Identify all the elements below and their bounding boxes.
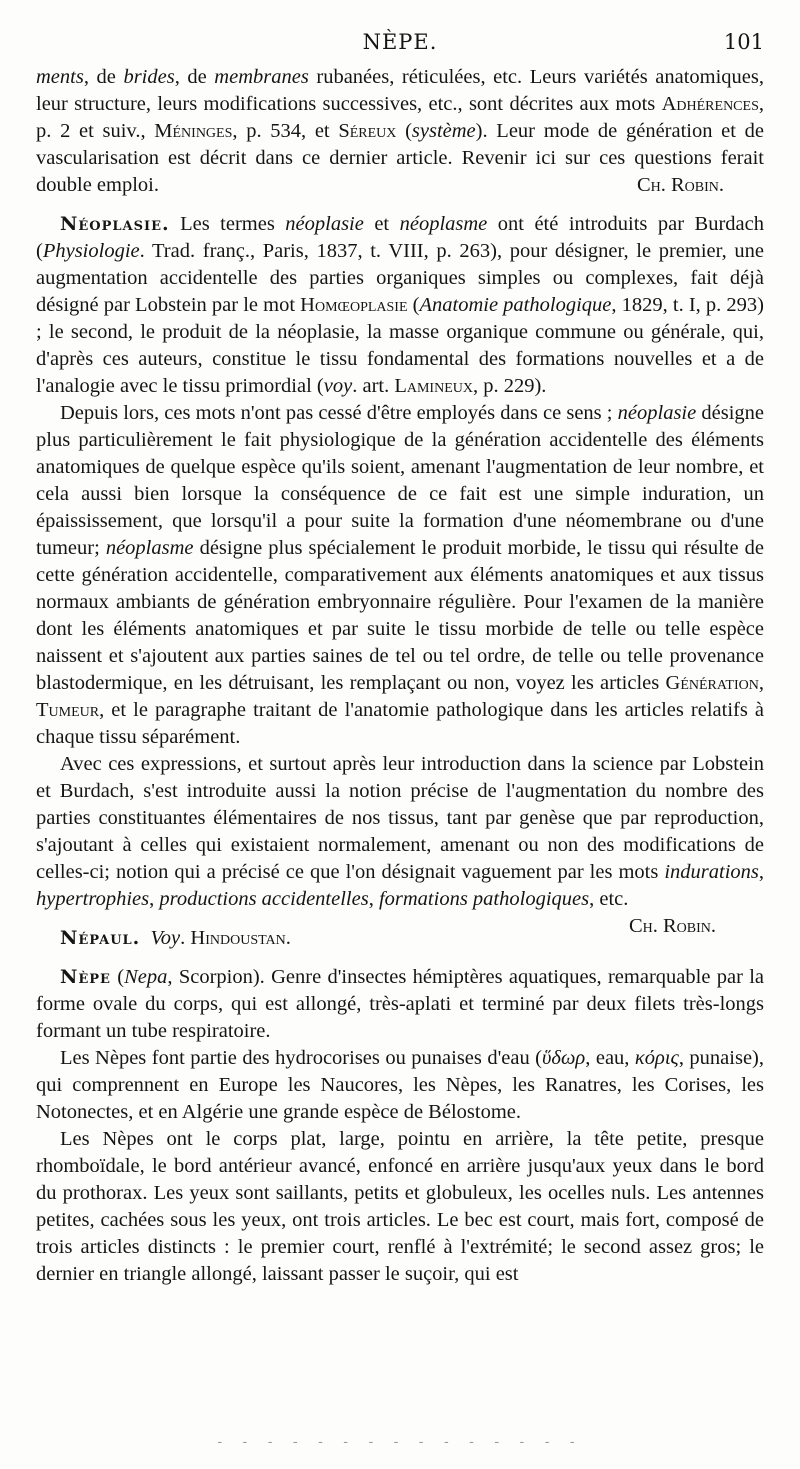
text-run: Les termes [169, 213, 286, 235]
text-run: , [758, 861, 764, 883]
italic-term: Anatomie pathologique [419, 294, 612, 316]
text-run: ( [407, 294, 420, 316]
italic-term: indurations [664, 861, 759, 883]
text-run: , eau, [585, 1047, 635, 1069]
text-run: rubanées, réticulées, etc. Leurs variétés anatomiques, leur structure, leurs modifications successives, etc., sont décrites aux mots [36, 66, 764, 115]
text-run: , [368, 888, 379, 910]
cross-reference: Séreux [338, 120, 397, 142]
text-run: Les Nèpes ont le corps plat, large, pointu en arrière, la tête petite, presque rhomboïdale, le bord antérieur avancé, enfoncé en arrière jusqu'aux yeux dans le bord du prothorax. Les yeux sont saillants, petits et globuleux, les ocelles nuls. Les antennes petites, cachées sous les yeux, ont trois articles. Le bec est court, mais fort, composé de trois articles distincts : le premier court, renflé à l'extrémité; le second assez gros; le dernier en triangle allongé, laissant passer le suçoir, qui est [36, 1128, 764, 1285]
cross-reference[interactable]: Hindoustan. [190, 927, 291, 949]
text-run: Les Nèpes font partie des hydrocorises ou punaises d'eau ( [60, 1047, 543, 1069]
italic-term: voy [323, 375, 353, 397]
greek-term: κόρις [634, 1047, 679, 1069]
text-run: , de [174, 66, 215, 88]
text-run: , de [83, 66, 124, 88]
text-run: , et le paragraphe traitant de l'anatomie pathologique dans les articles relatifs à chaque tissu séparément. [36, 699, 764, 748]
paragraph [36, 400, 764, 751]
italic-term: Nepa [124, 966, 168, 988]
italic-term: productions accidentelles [159, 888, 369, 910]
italic-term: néoplasme [399, 213, 488, 235]
cross-reference: Tumeur [36, 699, 100, 721]
entry-headword: Néoplasie. [60, 213, 170, 235]
text-run: désigne plus spécialement le produit morbide, le tissu qui résulte de cette génération accidentelle, comparativement aux éléments anatomiques et aux tissus normaux ambiants de génération embryonnaire régulière. Pour l'examen de la manière dont les éléments anatomiques et par suite le tissu morbide de telle ou telle espèce naissent et s'ajoutent aux parties saines de tel ou tel ordre, de telle ou telle provenance blastodermique, en les détruisant, les remplaçant ou non, voyez les articles [36, 537, 764, 694]
entry-headword: Népaul. [60, 927, 141, 949]
text-run: . art. [352, 375, 395, 397]
text-run: ont été introduits par Burdach ( [36, 213, 764, 262]
italic-term: ments [36, 66, 84, 88]
entry-neoplasie [36, 211, 764, 400]
running-header [36, 30, 764, 60]
text-run: , Scorpion). Genre d'insectes hémiptères aquatiques, remarquable par la forme ovale du corps, qui est allongé, très-aplati et terminé par deux filets très-longs formant un tube respiratoire. [36, 966, 765, 1042]
text-run: désigne plus particulièrement le fait physiologique de la génération accidentelle des éléments anatomiques de quelque espèce qu'ils soient, amenant l'augmentation de leur nombre, et cela aussi bien lorsque la conséquence de ce fait est une simple induration, un épaississement, que lorsqu'il a pour suite la formation d'une néomembrane ou d'une tumeur; [36, 402, 765, 559]
text-run: Depuis lors, ces mots n'ont pas cessé d'être employés dans ce sens ; [60, 402, 618, 424]
italic-term: néoplasie [617, 402, 697, 424]
entry-headword: Nèpe [60, 966, 111, 988]
text-run: ). Leur mode de génération et de vascularisation est décrit dans ce dernier article. Revenir ici sur ces questions ferait double emploi. [36, 120, 764, 196]
text-run: , [149, 888, 160, 910]
text-run: , p. 2 et suiv., [36, 93, 764, 142]
author-signature: Ch. Robin. [628, 915, 716, 937]
cross-reference: Adhérences [661, 93, 759, 115]
italic-term: brides [123, 66, 175, 88]
cross-reference: Lamineux [394, 375, 473, 397]
paragraph [36, 1126, 764, 1288]
text-run: Avec ces expressions, et surtout après leur introduction dans la science par Lobstein et Burdach, s'est introduite aussi la notion précise de l'augmentation du nombre des parties constituantes élémentaires de nos tissus, tant par genèse que par reproduction, s'ajoutant à celles qui existaient normalement, amenant ou non des modifications de celles-ci; notion qui a précisé ce que l'on désignait vaguement par les mots [36, 753, 764, 883]
italic-term: Physiologie [42, 240, 140, 262]
text-run: , p. 534, et [232, 120, 339, 142]
italic-term: néoplasie [285, 213, 364, 235]
text-run: , etc. [589, 888, 629, 910]
text-run: ( [110, 966, 125, 988]
footer-marks: - - - - - - - - - - - - - - - [217, 1434, 583, 1450]
text-run: , [758, 672, 764, 694]
text-body [36, 64, 764, 1288]
text-run: , 1829, t. I, p. 293) ; le second, le produit de la néoplasie, la masse organique commune ou générale, qui, d'après ces auteurs, constitue le tissu fondamental des formations nouvelles et a de l'analogie avec le tissu primordial ( [36, 294, 764, 397]
cross-reference: Méninges [154, 120, 233, 142]
text-run: . Trad. franç., Paris, 1837, t. VIII, p. 263), pour désigner, le premier, une augmentation accidentelle des parties organiques simples ou complexes, fait déjà désigné par Lobstein par le mot [36, 240, 764, 316]
text-run: et [363, 213, 400, 235]
italic-term: formations pathologiques [378, 888, 590, 910]
greek-term: ὕδωρ [542, 1047, 586, 1069]
text-run: , p. 229). [472, 375, 547, 397]
running-title: NÈPE. [362, 30, 438, 54]
cross-reference: Homœoplasie [300, 294, 408, 316]
italic-term: hypertrophies [36, 888, 150, 910]
continuation-paragraph [36, 64, 764, 199]
text-run: , punaise), qui comprennent en Europe les Naucores, les Nèpes, les Ranatres, les Corises, les Notonectes, et en Algérie une grande espèce de Bélostome. [36, 1047, 764, 1123]
italic-term: Voy [150, 927, 181, 949]
page-number: 101 [723, 30, 764, 54]
paragraph [36, 1045, 764, 1126]
text-run: ( [396, 120, 412, 142]
italic-term: néoplasme [105, 537, 194, 559]
entry-nepe [36, 964, 764, 1045]
paragraph [36, 751, 764, 937]
cross-reference: Génération [665, 672, 759, 694]
text-run: . [180, 927, 186, 949]
italic-term: système [411, 120, 476, 142]
italic-term: membranes [214, 66, 309, 88]
author-signature: Ch. Robin. [636, 174, 724, 196]
